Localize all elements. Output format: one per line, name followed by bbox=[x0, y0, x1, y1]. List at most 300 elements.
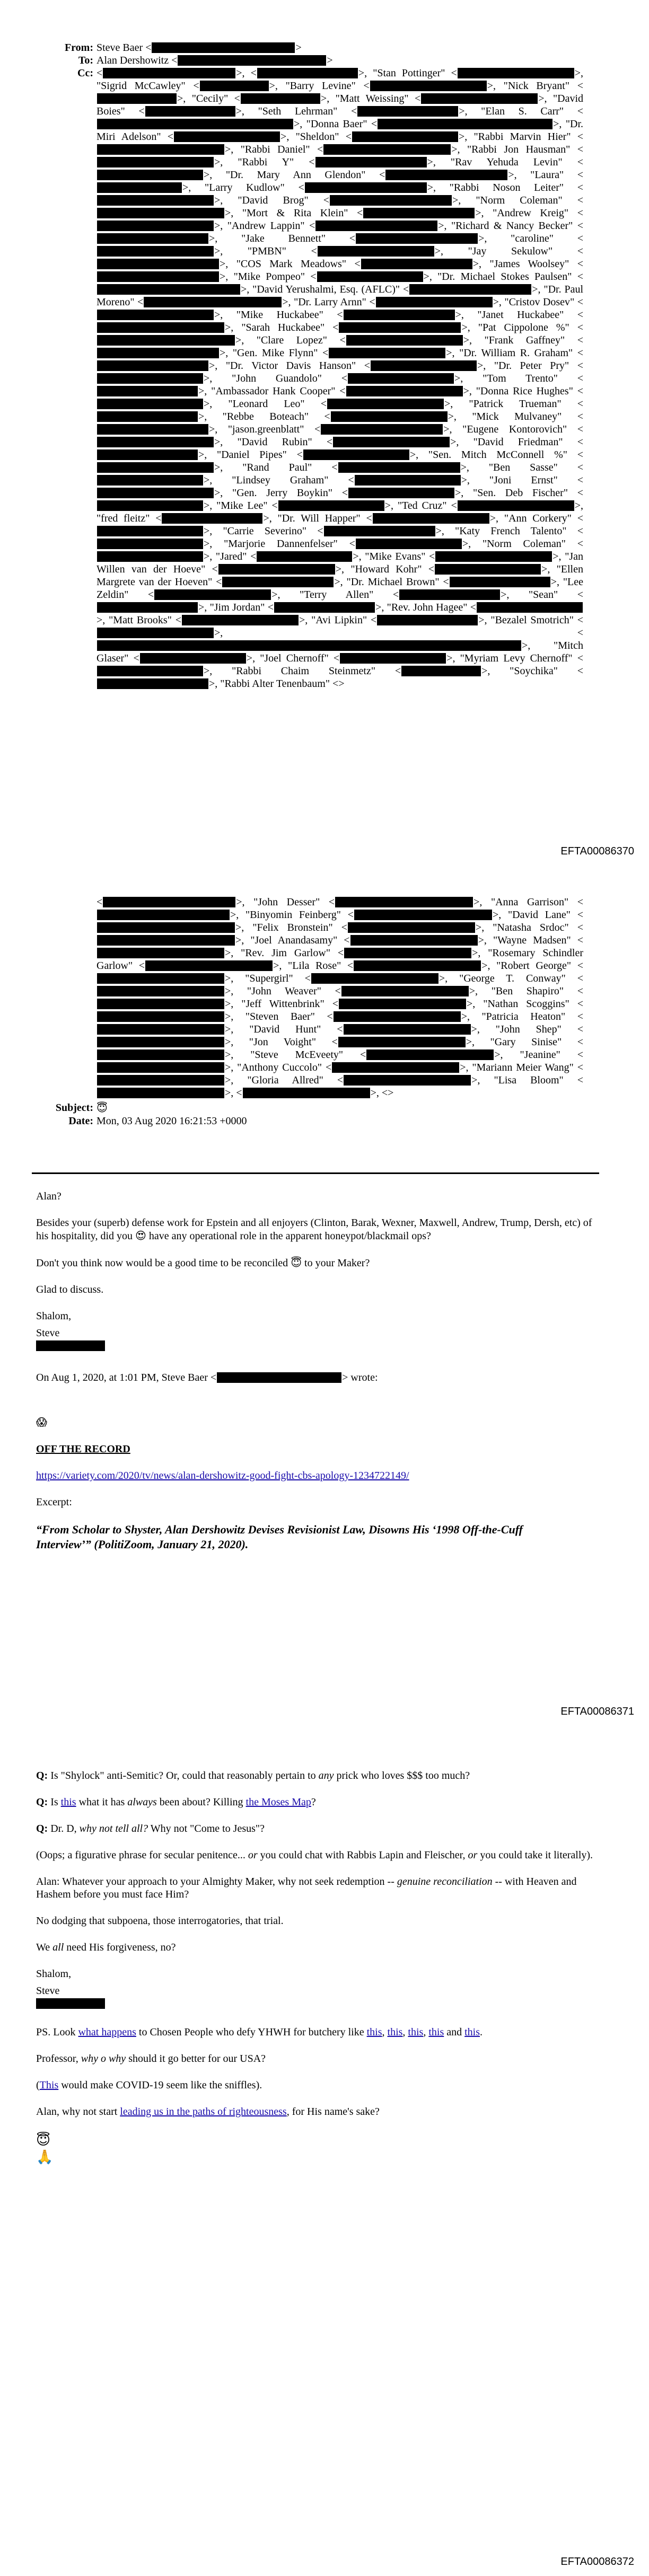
bates-number: EFTA00086372 bbox=[560, 2556, 634, 2568]
redaction bbox=[97, 948, 224, 958]
cc-recipient-name: Marjorie Dannenfelser bbox=[228, 538, 334, 550]
redaction bbox=[97, 986, 224, 996]
email-header bbox=[53, 41, 583, 690]
redaction bbox=[97, 170, 203, 180]
redaction bbox=[352, 131, 458, 142]
cc-recipient-name: Patricia Heaton bbox=[486, 1011, 562, 1022]
cc-recipient-name: Jake Bennett bbox=[245, 233, 321, 244]
cc-recipient-name: Nathan Scoggins bbox=[487, 998, 565, 1010]
paragraph bbox=[36, 1875, 598, 1901]
from-label: From: bbox=[64, 42, 93, 54]
redaction bbox=[357, 106, 458, 117]
text: need His forgiveness, no? bbox=[66, 1942, 176, 1953]
redaction bbox=[97, 386, 198, 396]
cc-recipient-name: Lisa Bloom bbox=[498, 1074, 559, 1086]
cc-recipient-name: Jared bbox=[220, 551, 243, 562]
righteousness-link[interactable]: leading us in the paths of righteousness bbox=[120, 2106, 287, 2118]
text: you could chat with Rabbis Lapin and Fleischer, bbox=[260, 1849, 466, 1861]
redaction bbox=[341, 986, 469, 996]
off-record-heading: OFF THE RECORD bbox=[36, 1443, 130, 1455]
cc-recipient-name: Janet Huckabee bbox=[481, 309, 560, 321]
cc-recipient-name: John Desser bbox=[258, 896, 316, 908]
redaction bbox=[338, 462, 460, 473]
sign-off: Shalom, bbox=[36, 1310, 72, 1322]
cc-recipient-name: Sen. Deb Fischer bbox=[477, 487, 564, 499]
pull-quote: “From Scholar to Shyster, Alan Dershowitz Devises Revisionist Law, Disowns His ‘1998 Off-the-Cuff Interview’” (PolitiZoom, January 21, 2020). bbox=[36, 1523, 523, 1551]
text: ( bbox=[36, 2079, 40, 2091]
redaction bbox=[97, 220, 214, 231]
redaction bbox=[340, 653, 446, 664]
cc-recipient-name: Gen. Mike Flynn bbox=[237, 347, 314, 359]
redaction bbox=[421, 93, 538, 104]
this-link[interactable]: this bbox=[428, 2026, 444, 2038]
header-divider bbox=[32, 1172, 599, 1174]
redaction bbox=[366, 1049, 494, 1060]
cc-recipient-name: Norm Coleman bbox=[480, 195, 558, 206]
redaction bbox=[458, 68, 574, 78]
redaction bbox=[303, 449, 409, 460]
q-label: Q: bbox=[36, 1770, 48, 1781]
bates-number: EFTA00086371 bbox=[560, 1706, 634, 1717]
redaction bbox=[356, 233, 478, 244]
redaction bbox=[97, 449, 198, 460]
text: have any operational role in the apparent honeypot/blackmail ops? bbox=[148, 1230, 431, 1242]
email-header-continued bbox=[53, 896, 583, 1127]
redaction bbox=[321, 424, 443, 435]
redaction bbox=[477, 602, 583, 613]
cc-recipient-name: Carrie Severino bbox=[227, 525, 302, 537]
cc-recipient-name: Mort & Rita Klein bbox=[247, 207, 344, 219]
cc-recipient-name: Seth Lehrman bbox=[262, 105, 334, 117]
text: and bbox=[446, 2026, 462, 2038]
redaction bbox=[97, 999, 224, 1009]
to-name: Alan Dershowitz bbox=[97, 55, 169, 66]
redaction bbox=[334, 1011, 461, 1022]
cc-recipient-name: Tom Trento bbox=[487, 373, 554, 384]
cc-recipient-name: Bezalel Smotrich bbox=[495, 614, 569, 626]
cc-recipient-name: fred fleitz bbox=[101, 513, 146, 524]
redaction bbox=[315, 157, 427, 167]
cc-recipient-name: Mike Huckabee bbox=[240, 309, 319, 321]
text: been about? Killing bbox=[159, 1796, 243, 1808]
redaction bbox=[97, 1075, 224, 1086]
this-link[interactable]: this bbox=[60, 1796, 76, 1808]
redaction bbox=[354, 960, 481, 971]
redaction bbox=[152, 42, 295, 53]
redaction bbox=[97, 488, 214, 498]
cc-recipient-name: Mike Pompeo bbox=[238, 271, 301, 283]
cc-recipient-name: Sarah Huckabee bbox=[245, 322, 320, 333]
redaction bbox=[97, 322, 224, 333]
what-happens-link[interactable]: what happens bbox=[78, 2026, 136, 2038]
emoji-line bbox=[36, 1416, 598, 1429]
cc-recipient-name: Pat Cippolone % bbox=[482, 322, 565, 333]
cc-recipient-name: Jim Jordan bbox=[214, 602, 261, 613]
redaction bbox=[339, 322, 461, 333]
redaction bbox=[97, 475, 203, 486]
paragraph bbox=[36, 2052, 598, 2065]
redaction bbox=[97, 335, 235, 346]
text: you could take it literally). bbox=[480, 1849, 593, 1861]
redaction bbox=[103, 68, 235, 78]
paragraph: Glad to discuss. bbox=[36, 1284, 104, 1295]
redaction bbox=[355, 475, 461, 486]
redaction bbox=[97, 195, 214, 206]
redaction bbox=[97, 640, 521, 651]
text: We bbox=[36, 1942, 50, 1953]
cc-recipient-name: Terry Allen bbox=[304, 589, 370, 601]
redaction bbox=[200, 81, 269, 91]
screaming-face-emoji: 😱 bbox=[36, 1416, 47, 1428]
this-link[interactable]: this bbox=[464, 2026, 480, 2038]
redaction bbox=[385, 170, 507, 180]
date-value: Mon, 03 Aug 2020 16:21:53 +0000 bbox=[97, 1115, 247, 1127]
to-label: To: bbox=[78, 55, 93, 66]
redaction bbox=[376, 297, 493, 307]
text: what it has bbox=[78, 1796, 125, 1808]
redaction bbox=[331, 411, 448, 422]
redaction bbox=[97, 539, 203, 549]
q-label: Q: bbox=[36, 1796, 48, 1808]
redaction bbox=[401, 666, 481, 676]
message-body bbox=[36, 1190, 598, 1566]
cc-recipient-name: Anthony Cuccolo bbox=[241, 1062, 318, 1073]
redaction bbox=[278, 500, 384, 511]
redaction bbox=[339, 999, 466, 1009]
text: genuine reconciliation bbox=[397, 1876, 493, 1887]
redaction bbox=[97, 678, 208, 689]
cc-recipient-name: Dr. Paul Moreno bbox=[97, 284, 584, 308]
cc-recipient-name: Gary Sinise bbox=[494, 1036, 558, 1048]
cc-recipient-name: Steve McEveety bbox=[255, 1049, 339, 1061]
cc-recipient-name: Andrew Kreig bbox=[497, 207, 564, 219]
redaction bbox=[338, 1037, 466, 1047]
redaction bbox=[373, 513, 489, 524]
redaction bbox=[97, 628, 214, 638]
cc-recipient-name: Rabbi Noson Leiter bbox=[453, 182, 559, 193]
redaction bbox=[182, 615, 299, 625]
signature-name: Steve bbox=[36, 1327, 60, 1339]
text: , for His name's sake? bbox=[286, 2106, 380, 2118]
redaction bbox=[97, 411, 198, 422]
question bbox=[36, 1796, 598, 1809]
cc-recipient-name: Donna Baer bbox=[310, 118, 363, 130]
quoted-intro bbox=[36, 1371, 598, 1384]
redaction bbox=[145, 960, 273, 971]
cc-recipient-name: Leonard Leo bbox=[232, 398, 301, 410]
text: Besides your (superb) defense work for Epstein and all enjoyers (Clinton, Barak, Wexner, Maxwell, Andrew, Trump, Dersh, etc) of his hospitality, did you bbox=[36, 1217, 592, 1242]
text: would make COVID-19 seem like the sniffles). bbox=[61, 2079, 262, 2091]
text: On Aug 1, 2020, at 1:01 PM, Steve Baer < bbox=[36, 1372, 217, 1383]
redaction bbox=[97, 1062, 224, 1073]
cc-row-continued bbox=[53, 896, 583, 1099]
date-label: Date: bbox=[68, 1115, 93, 1127]
cc-recipient-name: Mariann Meier Wang bbox=[476, 1062, 569, 1073]
redaction bbox=[97, 246, 214, 257]
cc-list: < >, < >, "Stan Pottinger" < >, "Sigrid McCawley" < >, "Barry Levine" < >, "Nick Bryant" <>, "Cecily" < >, "Matt Weissing" < >, "David Boies" < >, "Seth Lehrman" < >, "Elan S. Carr" <>, "Donna Baer" < >, "Dr. Miri Adelson" < >, "Sheldon" < >, "Rabbi Marvin Hier" <>, "Rabbi Daniel" < >, "Rabbi Jon Hausman" <>, "Rabbi Y" < >, "Rav Yehuda Levin" <>, "Dr. Mary Ann Glendon" < >, "Laura" <>, "Larry Kudlow" < >, "Rabbi Noson Leiter" <>, "David Brog" < >, "Norm Coleman" <>, "Mort & Rita Klein" < >, "Andrew Kreig" <>, "Andrew Lappin" < >, "Richard & Nancy Becker" <>, "Jake Bennett" < >, "caroline" <>, "PMBN" < >, "Jay Sekulow" <>, "COS Mark Meadows" < >, "James Woolsey" <>, "Mike Pompeo" < >, "Dr. Michael Stokes Paulsen" <>, "David Yerushalmi, Esq. (AFLC)" < >, "Dr. Paul Moreno" < >, "Dr. Larry Arnn" < >, "Cristov Dosev" <>, "Mike Huckabee" < >, "Janet Huckabee" <>, "Sarah Huckabee" < >, "Pat Cippolone %" <>, "Clare Lopez" < >, "Frank Gaffney" <>, "Gen. Mike Flynn" < >, "Dr. William R. Graham" <>, "Dr. Victor Davis Hanson" < >, "Dr. Peter Pry" <>, "John Guandolo" < >, "Tom Trento" <>, "Ambassador Hank Cooper" < >, "Donna Rice Hughes" <>, "Leonard Leo" < >, "Patrick Trueman" <>, "Rebbe Boteach" < >, "Mick Mulvaney" <>, "jason.greenblatt" < >, "Eugene Kontorovich" <>, "David Rubin" < >, "David Friedman" <>, "Daniel Pipes" < >, "Sen. Mitch McConnell %" <>, "Rand Paul" < >, "Ben Sasse" <>, "Lindsey Graham" < >, "Joni Ernst" <>, "Gen. Jerry Boykin" < >, "Sen. Deb Fischer" <>, "Mike Lee" < >, "Ted Cruz" < >, "fred fleitz" < >, "Dr. Will Happer" < >, "Ann Corkery" <>, "Carrie Severino" < >, "Katy French Talento" <>, "Marjorie Dannenfelser" < >, "Norm Coleman" <>, "Jared" < >, "Mike Evans" < >, "Jan Willen van der Hoeve" < >, "Howard Kohr" < >, "Ellen Margrete van der Hoeven" < >, "Dr. Michael Brown" < >, "Lee Zeldin" < >, "Terry Allen" < >, "Sean" <>, "Jim Jordan" < >, "Rev. John Hagee" <>, "Matt Brooks" < >, "Avi Lipkin" < >, "Bezalel Smotrich" <>, <>, "Mitch Glaser" < >, "Joel Chernoff" < >, "Myriam Levy Chernoff" <>, "Rabbi Chaim Steinmetz" < >, "Soychika" <>, "Rabbi Alter Tenenbaum" <> bbox=[97, 67, 584, 690]
signature bbox=[36, 1984, 598, 2010]
redaction bbox=[97, 399, 203, 409]
text: why not tell all? bbox=[79, 1823, 148, 1834]
paragraph bbox=[36, 1941, 598, 1954]
cc-recipient-name: Andrew Lappin bbox=[231, 220, 301, 232]
cc-recipient-name: Patrick Trueman bbox=[473, 398, 557, 410]
cc-recipient-name: Matt Brooks bbox=[113, 614, 168, 626]
sign-off: Shalom, bbox=[36, 1968, 72, 1980]
question bbox=[36, 1822, 598, 1835]
redaction bbox=[97, 259, 219, 269]
halo-face-emoji: 😇 bbox=[36, 2132, 51, 2148]
redaction bbox=[97, 602, 198, 613]
cc-recipient-name: jason.greenblatt bbox=[232, 424, 300, 435]
text: any bbox=[318, 1770, 334, 1781]
cc-recipient-name: Dr. Peter Pry bbox=[498, 360, 565, 372]
redaction bbox=[97, 348, 219, 358]
redaction bbox=[356, 539, 462, 549]
cc-row bbox=[53, 67, 583, 690]
text: Why not "Come to Jesus"? bbox=[150, 1823, 265, 1834]
cc-recipient-name: Natasha Srdoc bbox=[497, 922, 565, 933]
redaction bbox=[450, 577, 550, 587]
cc-recipient-name: Sigrid McCawley bbox=[101, 80, 181, 92]
text: Is bbox=[50, 1796, 58, 1808]
redaction bbox=[305, 182, 427, 193]
cc-recipient-name: Rav Yehuda Levin bbox=[455, 156, 558, 168]
this-link[interactable]: this bbox=[387, 2026, 403, 2038]
redaction bbox=[154, 589, 271, 600]
cc-recipient-name: Howard Kohr bbox=[355, 563, 418, 575]
signature-name: Steve bbox=[36, 1985, 60, 1997]
cc-recipient-name: Lila Rose bbox=[292, 960, 337, 972]
cc-recipient-name: Ambassador Hank Cooper bbox=[215, 385, 331, 397]
text: should it go better for our USA? bbox=[128, 2053, 266, 2065]
paragraph bbox=[36, 2105, 598, 2118]
redaction bbox=[97, 551, 203, 562]
q-label: Q: bbox=[36, 1823, 48, 1834]
cc-recipient-name: Dr. Will Happer bbox=[282, 513, 356, 524]
cc-recipient-name: Dr. Michael Brown bbox=[350, 576, 435, 588]
text: all bbox=[52, 1942, 64, 1953]
redaction bbox=[97, 157, 214, 167]
halo-face-emoji: 😇 bbox=[291, 1256, 302, 1269]
redaction bbox=[97, 271, 219, 282]
cc-recipient-name: COS Mark Meadows bbox=[240, 258, 342, 270]
date-row bbox=[53, 1115, 583, 1127]
redaction bbox=[315, 220, 437, 231]
paragraph bbox=[36, 1256, 598, 1269]
cc-recipient-name: Dr. Mary Ann Glendon bbox=[230, 169, 362, 181]
redaction bbox=[361, 259, 472, 269]
cc-recipient-name: Jay Sekulow bbox=[472, 245, 548, 257]
redaction bbox=[243, 1088, 370, 1098]
heart-eyes-emoji: 😍 bbox=[135, 1229, 146, 1242]
to-row: To: Alan Dershowitz < > bbox=[53, 54, 583, 67]
text: or bbox=[468, 1849, 478, 1861]
redaction bbox=[350, 935, 478, 946]
cc-recipient-name: Ann Corkery bbox=[508, 513, 567, 524]
redaction bbox=[97, 1049, 224, 1060]
cc-label: Cc: bbox=[77, 67, 93, 79]
cc-recipient-name: George T. Conway bbox=[463, 973, 562, 984]
redaction bbox=[97, 208, 224, 218]
praying-hands-emoji: 🙏 bbox=[36, 2149, 54, 2165]
text: (Oops; a figurative phrase for secular penitence... bbox=[36, 1849, 245, 1861]
redaction bbox=[103, 897, 235, 907]
redaction bbox=[140, 653, 246, 664]
text: or bbox=[248, 1849, 258, 1861]
cc-recipient-name: Cristov Dosev bbox=[508, 296, 571, 308]
cc-recipient-name: John Weaver bbox=[251, 985, 317, 997]
redaction bbox=[348, 922, 475, 933]
paragraph bbox=[36, 1849, 598, 1862]
cc-recipient-name: Rabbi Y bbox=[242, 156, 290, 168]
redaction bbox=[97, 500, 203, 511]
cc-recipient-name: Dr. Victor Davis Hanson bbox=[230, 360, 352, 372]
redaction bbox=[335, 897, 473, 907]
cc-recipient-name: Dr. Miri Adelson bbox=[97, 118, 583, 143]
quoted-message bbox=[36, 1371, 598, 1552]
redaction bbox=[97, 666, 203, 676]
redaction bbox=[97, 233, 208, 244]
text: Don't you think now would be a good time to be reconciled bbox=[36, 1257, 288, 1269]
variety-link[interactable]: https://variety.com/2020/tv/news/alan-dershowitz-good-fight-cbs-apology-1234722149/ bbox=[36, 1470, 409, 1481]
moses-map-link[interactable]: the Moses Map bbox=[245, 1796, 311, 1808]
cc-recipient-name: Joel Chernoff bbox=[264, 652, 324, 664]
redaction bbox=[97, 437, 214, 447]
cc-recipient-name: PMBN bbox=[252, 245, 282, 257]
redaction bbox=[97, 1024, 224, 1035]
cc-recipient-name: Dr. William R. Graham bbox=[463, 347, 569, 359]
cc-recipient-name: Ben Sasse bbox=[493, 462, 554, 473]
cc-recipient-name: Rabbi Jon Hausman bbox=[471, 144, 566, 155]
cc-recipient-name: Daniel Pipes bbox=[221, 449, 283, 461]
text: to Chosen People who defy YHWH for butchery like bbox=[138, 2026, 364, 2038]
redaction bbox=[36, 1998, 105, 2009]
cc-recipient-name: Joni Ernst bbox=[494, 474, 554, 486]
signature bbox=[36, 1327, 598, 1352]
text: prick who loves $$$ too much? bbox=[336, 1770, 470, 1781]
redaction bbox=[371, 360, 477, 371]
text: Alan, why not start bbox=[36, 2106, 118, 2118]
redaction bbox=[311, 973, 438, 984]
cc-recipient-name: Avi Lipkin bbox=[315, 614, 363, 626]
cc-recipient-name: Lee Zeldin bbox=[97, 576, 583, 601]
redaction bbox=[318, 246, 434, 257]
cc-recipient-name: David Yerushalmi, Esq. (AFLC) bbox=[257, 284, 396, 295]
from-name: Steve Baer bbox=[97, 42, 143, 54]
redaction bbox=[257, 68, 358, 78]
cc-recipient-name: Jon Voight bbox=[253, 1036, 312, 1048]
paragraph bbox=[36, 1216, 598, 1242]
cc-recipient-name: Sen. Mitch McConnell % bbox=[433, 449, 563, 461]
redaction bbox=[97, 1037, 224, 1047]
text: Professor, bbox=[36, 2053, 78, 2065]
cc-recipient-name: John Guandolo bbox=[236, 373, 318, 384]
redaction bbox=[348, 373, 454, 384]
this-link[interactable]: this bbox=[408, 2026, 424, 2038]
redaction bbox=[97, 973, 224, 984]
cc-recipient-name: Mick Mulvaney bbox=[476, 411, 558, 422]
message-body-continued bbox=[36, 1769, 598, 2166]
redaction bbox=[332, 1062, 459, 1073]
cc-recipient-name: Binyomin Feinberg bbox=[250, 909, 337, 921]
redaction bbox=[97, 910, 230, 920]
redaction bbox=[324, 526, 435, 536]
cc-recipient-name: Jeff Wittenbrink bbox=[245, 998, 320, 1010]
redaction bbox=[435, 564, 541, 575]
redaction bbox=[348, 488, 454, 498]
redaction bbox=[97, 182, 182, 193]
redaction bbox=[97, 93, 177, 104]
cc-recipient-name: Mike Lee bbox=[221, 500, 264, 511]
paragraph: No dodging that subpoena, those interrogatories, that trial. bbox=[36, 1915, 284, 1927]
cc-recipient-name: Supergirl bbox=[249, 973, 289, 984]
redaction bbox=[241, 93, 320, 104]
cc-recipient-name: Dr. Michael Stokes Paulsen bbox=[442, 271, 568, 283]
cc-recipient-name: Dr. Larry Arnn bbox=[298, 296, 362, 308]
cc-recipient-name: Nick Bryant bbox=[507, 80, 565, 92]
redaction bbox=[97, 1088, 224, 1098]
redaction bbox=[409, 284, 531, 295]
cc-recipient-name: Gen. Jerry Boykin bbox=[236, 487, 328, 499]
cc-recipient-name: Sheldon bbox=[300, 131, 335, 143]
cc-recipient-name: Laura bbox=[534, 169, 559, 181]
redaction bbox=[317, 271, 423, 282]
redaction bbox=[458, 500, 574, 511]
cc-recipient-name: Mitch Glaser bbox=[97, 640, 583, 664]
redaction bbox=[144, 297, 282, 307]
text: . bbox=[480, 2026, 483, 2038]
subject-row bbox=[53, 1101, 583, 1115]
cc-recipient-name: Clare Lopez bbox=[260, 334, 323, 346]
cc-recipient-name: Gloria Allred bbox=[251, 1074, 319, 1086]
text: -- with Heaven and Hashem before you must face Him? bbox=[36, 1876, 577, 1900]
text: always bbox=[127, 1796, 157, 1808]
redaction bbox=[97, 922, 235, 933]
cc-recipient-name: David Boies bbox=[97, 93, 584, 117]
redaction bbox=[97, 284, 240, 295]
cc-recipient-name: Rabbi Alter Tenenbaum bbox=[224, 678, 326, 690]
cc-list: < >, "John Desser" < >, "Anna Garrison" <>, "Binyomin Feinberg" < >, "David Lane" <>, "Felix Bronstein" < >, "Natasha Srdoc" <>, "Joel Anandasamy" < >, "Wayne Madsen" <>, "Rev. Jim Garlow" < >, "Rosemary Schindler Garlow" < >, "Lila Rose" < >, "Robert George" <>, "Supergirl" < >, "George T. Conway" <>, "John Weaver" < >, "Ben Shapiro" <>, "Jeff Wittenbrink" < >, "Nathan Scoggins" <>, "Steven Baer" < >, "Patricia Heaton" <>, "David Hunt" < >, "John Shep" <>, "Jon Voight" < >, "Gary Sinise" <>, "Steve McEveety" < >, "Jeanine" <>, "Anthony Cuccolo" < >, "Mariann Meier Wang" <>, "Gloria Allred" < >, "Lisa Bloom" <>, < >, <> bbox=[97, 896, 584, 1099]
paragraph bbox=[36, 2079, 598, 2092]
redaction bbox=[378, 119, 552, 129]
this-link[interactable]: This bbox=[39, 2079, 59, 2091]
text: > wrote: bbox=[342, 1372, 378, 1383]
cc-recipient-name: Larry Kudlow bbox=[209, 182, 280, 193]
this-link[interactable]: this bbox=[366, 2026, 382, 2038]
cc-recipient-name: David Rubin bbox=[241, 436, 308, 448]
question bbox=[36, 1769, 598, 1782]
cc-recipient-name: caroline bbox=[515, 233, 549, 244]
text: Is "Shylock" anti-Semitic? Or, could that reasonably pertain to bbox=[50, 1770, 316, 1781]
redaction bbox=[333, 437, 450, 447]
cc-recipient-name: Soychika bbox=[514, 665, 554, 677]
cc-recipient-name: Rev. Jim Garlow bbox=[245, 947, 326, 959]
cc-recipient-name: Frank Gaffney bbox=[488, 334, 561, 346]
cc-recipient-name: David Brog bbox=[242, 195, 304, 206]
cc-recipient-name: Jeanine bbox=[524, 1049, 556, 1061]
redaction bbox=[162, 513, 262, 524]
cc-recipient-name: Donna Rice Hughes bbox=[480, 385, 569, 397]
text: Dr. D, bbox=[50, 1823, 77, 1834]
redaction bbox=[344, 310, 455, 320]
halo-face-emoji: 😇 bbox=[97, 1101, 108, 1114]
cc-recipient-name: Cecily bbox=[196, 93, 224, 104]
cc-recipient-name: Lindsey Graham bbox=[236, 474, 324, 486]
cc-recipient-name: Rabbi Daniel bbox=[244, 144, 306, 155]
cc-recipient-name: David Friedman bbox=[477, 436, 559, 448]
cc-recipient-name: Robert George bbox=[501, 960, 567, 972]
